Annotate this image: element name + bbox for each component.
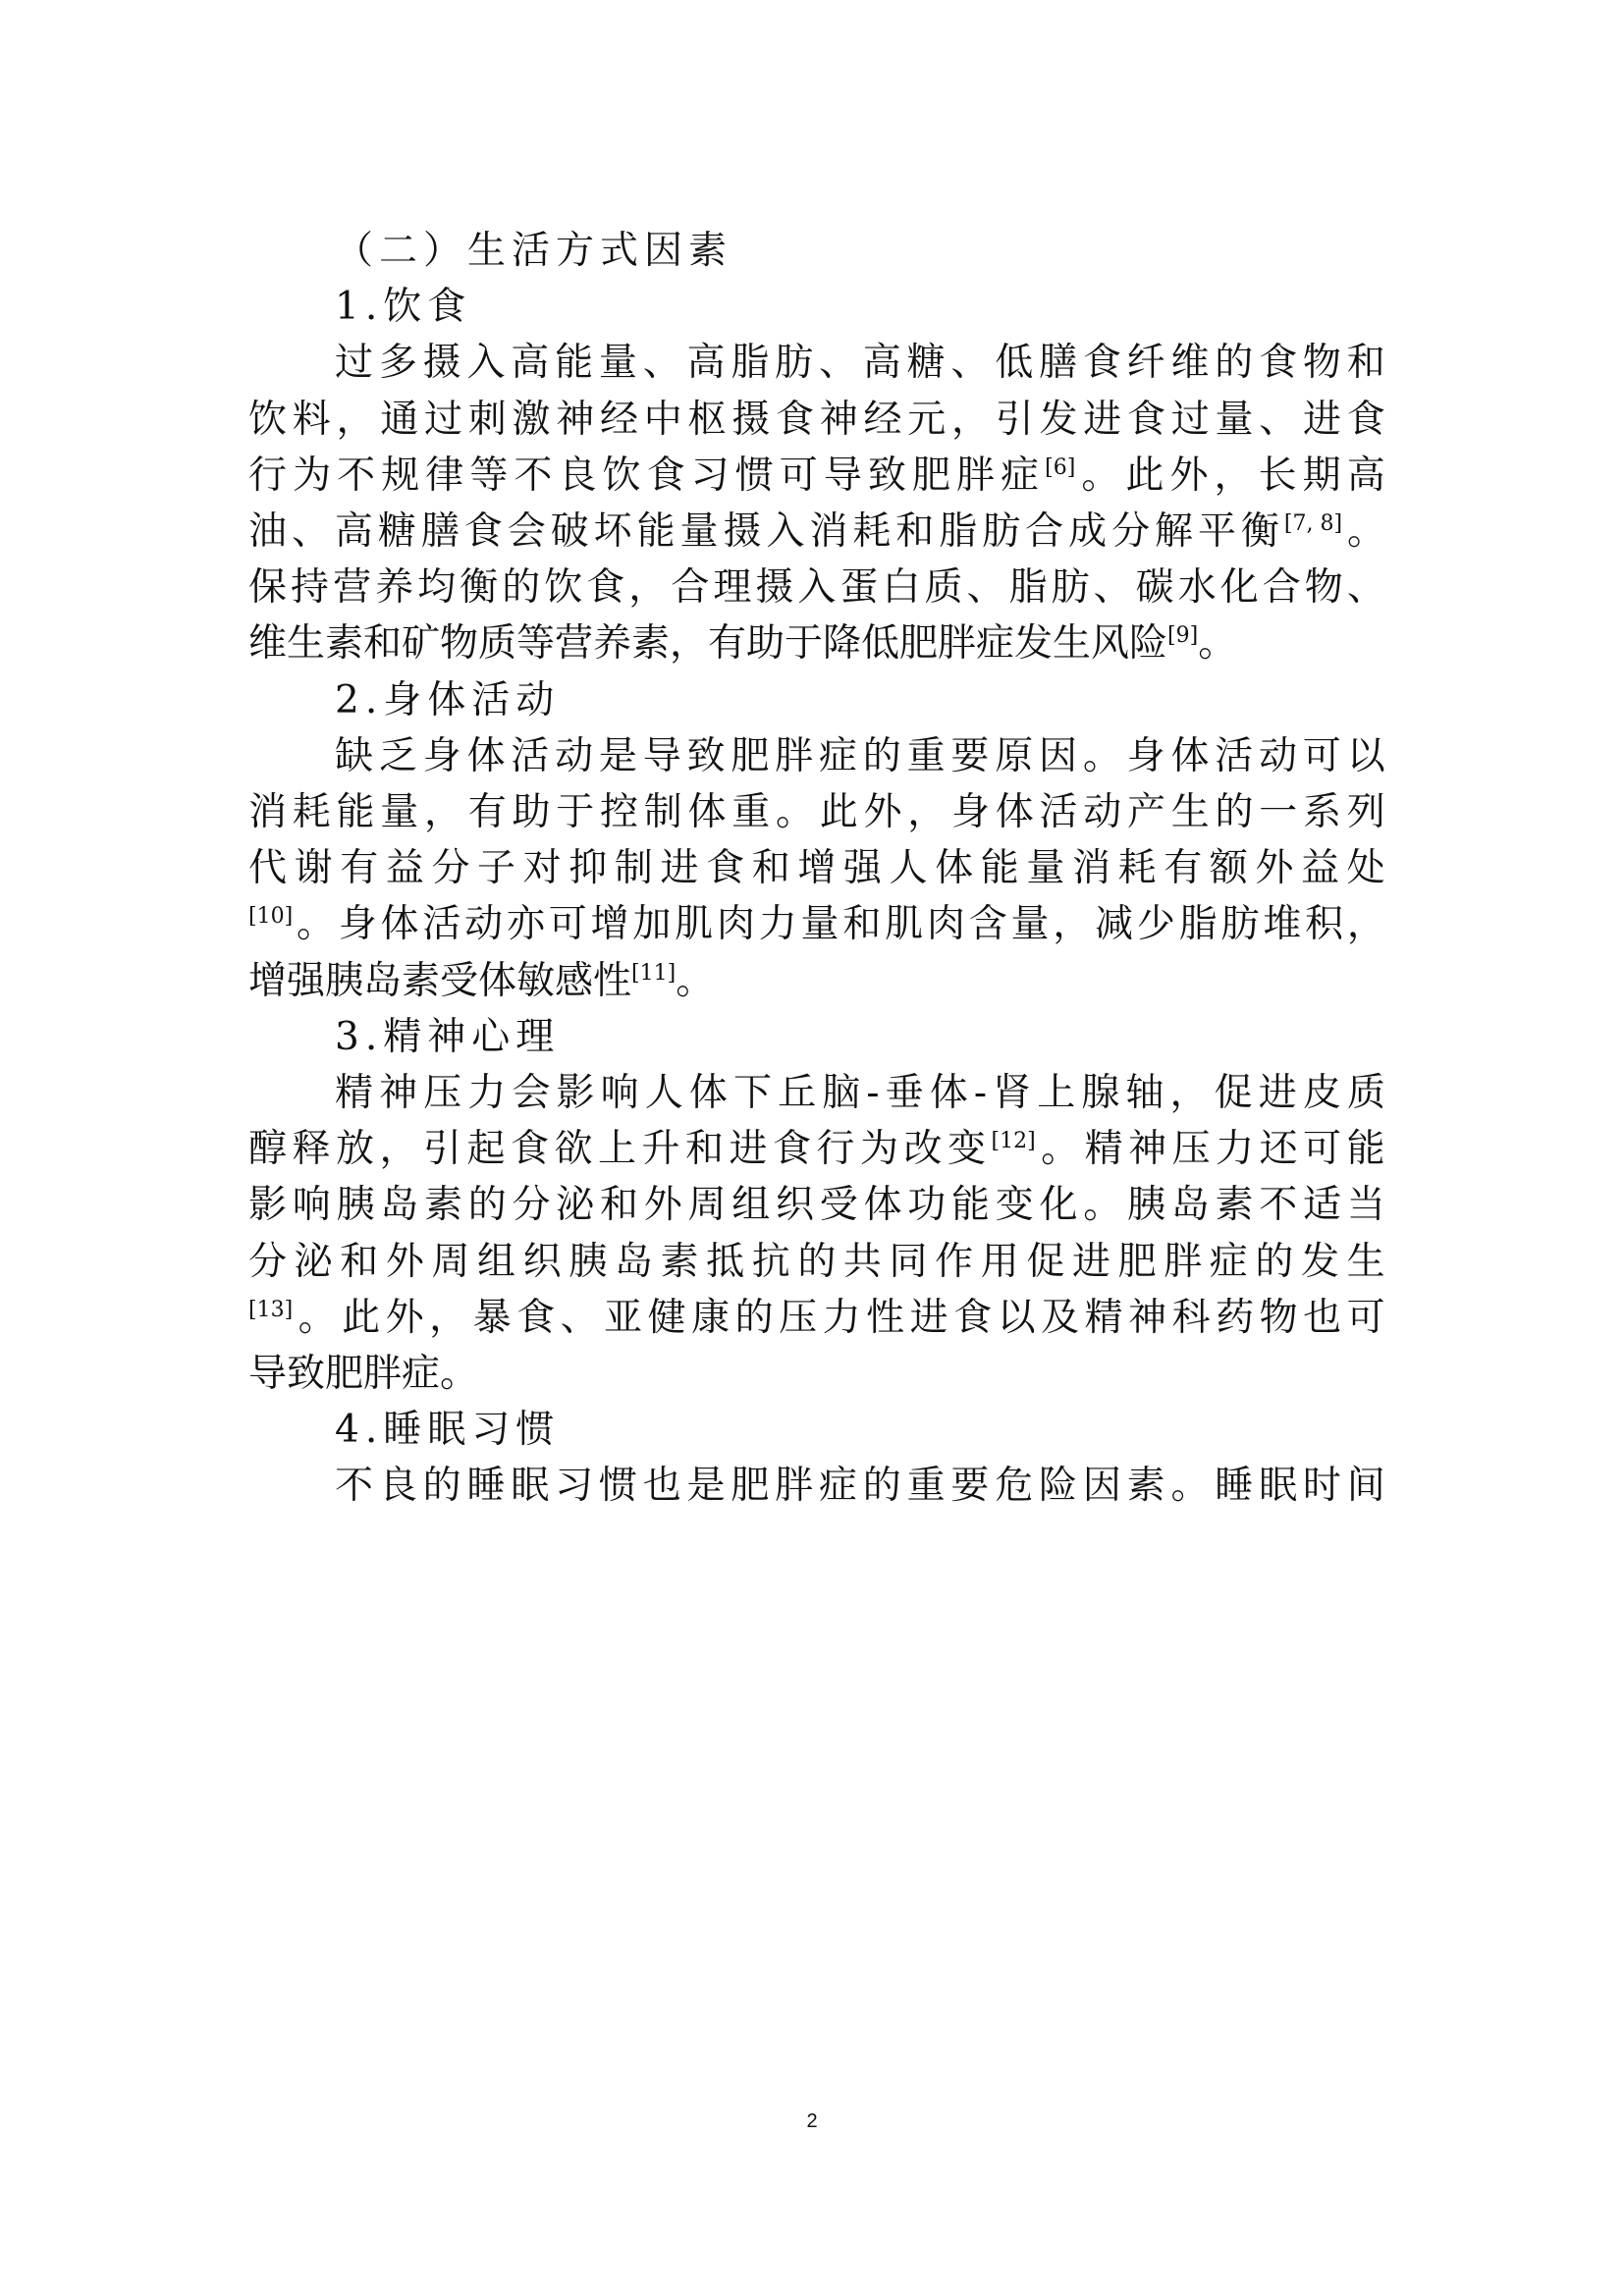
paragraph-line: 饮 料 ， 通 过 刺 激 神 经 中 枢 摄 食 神 经 元 ， 引 发 进 食 过 量 、 进 食 <box>248 398 1385 442</box>
citation-reference: [10] <box>248 904 294 929</box>
paragraph-line: [10] 。 身 体 活 动 亦 可 增 加 肌 肉 力 量 和 肌 肉 含 量 ， 减 少 脂 肪 堆 积 ， <box>248 902 1385 946</box>
subsection-heading: 2.身体活动 <box>335 678 561 722</box>
paragraph-line: 维生素和矿物质等营养素，有助于降低肥胖症发生风险[9]。 <box>248 621 1237 666</box>
paragraph-line: 行 为 不 规 律 等 不 良 饮 食 习 惯 可 导 致 肥 胖 症 [6] 。 此 外 ， 长 期 高 <box>248 454 1385 498</box>
citation-reference: [11] <box>631 961 677 986</box>
page-number: 2 <box>806 2110 818 2132</box>
citation-reference: [13] <box>248 1298 294 1322</box>
paragraph-line: 油 、 高 糖 膳 食 会 破 坏 能 量 摄 入 消 耗 和 脂 肪 合 成 分 解 平 衡 [7, 8] 。 <box>248 509 1385 554</box>
paragraph-line: 醇 释 放 ， 引 起 食 欲 上 升 和 进 食 行 为 改 变 [12] 。 精 神 压 力 还 可 能 <box>248 1127 1385 1171</box>
paragraph-line: 不 良 的 睡 眠 习 惯 也 是 肥 胖 症 的 重 要 危 险 因 素 。 睡 眠 时 间 <box>335 1464 1385 1508</box>
document-page <box>248 0 1385 2296</box>
paragraph-line: 导致肥胖症。 <box>248 1352 479 1396</box>
subsection-heading: 1.饮食 <box>335 285 472 329</box>
subsection-heading: 3.精神心理 <box>335 1015 561 1059</box>
paragraph-line: 分 泌 和 外 周 组 织 胰 岛 素 抵 抗 的 共 同 作 用 促 进 肥 胖 症 的 发 生 <box>248 1240 1385 1284</box>
subsection-heading: 4.睡眠习惯 <box>335 1408 561 1452</box>
citation-reference: [7, 8] <box>1283 511 1343 536</box>
citation-reference: [9] <box>1167 623 1199 648</box>
paragraph-line: 消 耗 能 量 ， 有 助 于 控 制 体 重 。 此 外 ， 身 体 活 动 产 生 的 一 系 列 <box>248 790 1385 834</box>
paragraph-line: 保 持 营 养 均 衡 的 饮 食 ， 合 理 摄 入 蛋 白 质 、 脂 肪 、 碳 水 化 合 物 、 <box>248 565 1385 610</box>
citation-reference: [12] <box>991 1129 1036 1153</box>
paragraph-line: 代 谢 有 益 分 子 对 抑 制 进 食 和 增 强 人 体 能 量 消 耗 有 额 外 益 处 <box>248 846 1385 890</box>
paragraph-line: 过 多 摄 入 高 能 量 、 高 脂 肪 、 高 糖 、 低 膳 食 纤 维 的 食 物 和 <box>335 341 1385 385</box>
citation-reference: [6] <box>1045 455 1076 480</box>
paragraph-line: 缺 乏 身 体 活 动 是 导 致 肥 胖 症 的 重 要 原 因 。 身 体 活 动 可 以 <box>335 734 1385 778</box>
paragraph-line: [13] 。 此 外 ， 暴 食 、 亚 健 康 的 压 力 性 进 食 以 及 精 神 科 药 物 也 可 <box>248 1296 1385 1340</box>
paragraph-line: 增强胰岛素受体敏感性[11]。 <box>248 959 715 1003</box>
section-heading: （二）生活方式因素 <box>335 229 733 273</box>
paragraph-line: 精 神 压 力 会 影 响 人 体 下 丘 脑 - 垂 体 - 肾 上 腺 轴 ， 促 进 皮 质 <box>335 1071 1385 1115</box>
paragraph-line: 影 响 胰 岛 素 的 分 泌 和 外 周 组 织 受 体 功 能 变 化 。 胰 岛 素 不 适 当 <box>248 1183 1385 1227</box>
